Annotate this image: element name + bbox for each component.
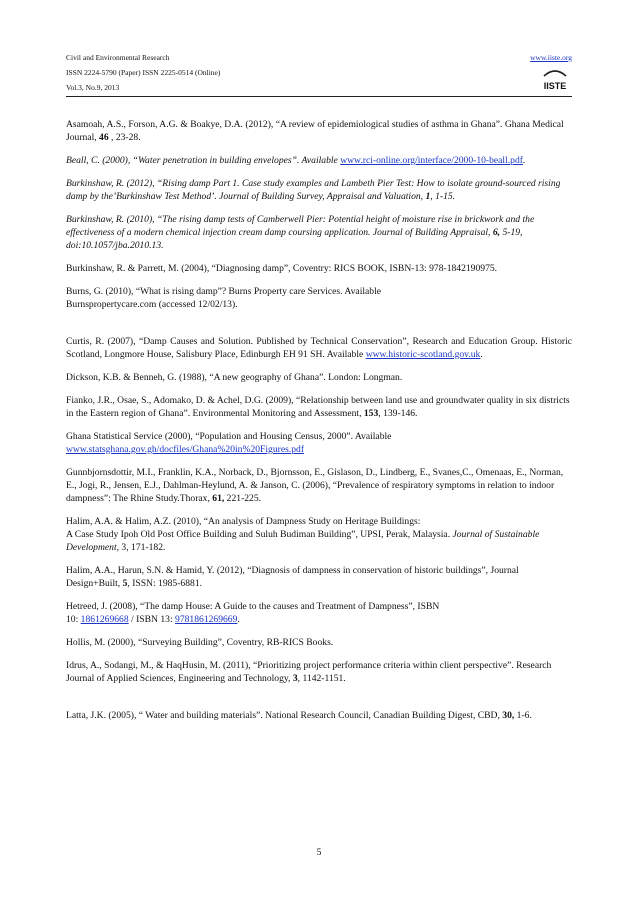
volume-line: Vol.3, No.9, 2013 [66, 83, 120, 92]
iiste-logo [540, 63, 570, 93]
reference-list [66, 118, 572, 732]
isbn10-link[interactable]: 1861269668 [80, 614, 129, 625]
journal-name: Civil and Environmental Research [66, 53, 170, 62]
issn-line: ISSN 2224-5790 (Paper) ISSN 2225-0514 (Online) [66, 68, 221, 77]
reference-ghana-statistical-2000: Ghana Statistical Service (2000), “Population and Housing Census, 2000”. Available www.statsghana.gov.gh/docfiles/Ghana%20in%20Figures.pdf [66, 431, 392, 455]
reference-burkinshaw-2012: Burkinshaw, R. (2012), “Rising damp Part 1. Case study examples and Lambeth Pier Test: How to isolate ground-sourced rising damp by the’Burkinshaw Test Method’. Journal of Building Survey, Appraisal and Valuation, 1, 1-15. [66, 178, 561, 202]
reference-beall-2000: Beall, C. (2000), “Water penetration in building envelopes”. Available www.rci-online.org/interface/2000-10-beall.pdf. [66, 155, 526, 166]
reference-latta-2005: Latta, J.K. (2005), “ Water and building materials”. National Research Council, Canadian Building Digest, CBD, 30, 1-6. [66, 710, 532, 721]
reference-halim-2012: Halim, A.A., Harun, S.N. & Hamid, Y. (2012), “Diagnosis of dampness in conservation of historic buildings”, Journal Design+Built, 5, ISSN: 1985-6881. [66, 565, 519, 589]
reference-fianko-2009: Fianko, J.R., Osae, S., Adomako, D. & Achel, D.G. (2009), “Relationship between land use and groundwater quality in six districts in the Eastern region of Ghana”. Environmental Monitoring and Assessment, 153, 139-146. [66, 395, 570, 419]
reference-hetreed-2008: Hetreed, J. (2008), “The damp House: A Guide to the causes and Treatment of Dampness”, ISBN 10: 1861269668 / ISBN 13: 9781861269669. [66, 601, 440, 625]
statsghana-link[interactable]: www.statsghana.gov.gh/docfiles/Ghana%20in%20Figures.pdf [66, 444, 305, 455]
header-rule [66, 96, 572, 97]
historic-scotland-link[interactable]: www.historic-scotland.gov.uk [365, 349, 481, 360]
reference-halim-2010: Halim, A.A. & Halim, A.Z. (2010), “An analysis of Dampness Study on Heritage Buildings: A Case Study Ipoh Old Post Office Building and Suluh Budiman Building”, UPSI, Perak, Malaysia. Journal of Sustainable Development, 3, 171-182. [66, 516, 540, 553]
isbn13-link[interactable]: 9781861269669 [175, 614, 238, 625]
reference-burns-2010: Burns, G. (2010), “What is rising damp”? Burns Property care Services. Available Burnspropertycare.com (accessed 12/02/13). [66, 286, 382, 310]
reference-curtis-2007: Curtis, R. (2007), “Damp Causes and Solution. Published by Technical Conservation”, Research and Education Group. Historic Scotland, Longmore House, Salisbury Place, Edinburgh EH 91 SH. Available www.historic-scotland.gov.uk. [66, 336, 572, 360]
page-number: 5 [316, 848, 322, 858]
reference-gunnbjornsdottir-2006: Gunnbjornsdottir, M.I., Franklin, K.A., Norback, D., Bjornsson, E., Gislason, D., Lindberg, E., Svanes,C., Omenaas, E., Norman, E., Jogi, R., Jensen, E.J., Dahlman-Heylund, A. & Janson, C. (2006), “Prevalence of respiratory symptoms in relation to indoor dampness”: The Rhine Study.Thorax, 61, 221-225. [66, 467, 564, 504]
reference-burkinshaw-2010: Burkinshaw, R. (2010), “The rising damp tests of Camberwell Pier: Potential height of moisture rise in brickwork and the effectiveness of a modern chemical injection cream damp coursing application. Journal of Building Appraisal, 6, 5-19, doi:10.1057/jba.2010.13. [66, 214, 535, 251]
logo-text: IISTE [543, 81, 567, 91]
journal-url-link[interactable]: www.iiste.org [530, 53, 572, 62]
reference-idrus-2011: Idrus, A., Sodangi, M., & HaqHusin, M. (2011), “Prioritizing project performance criteria within client perspective”. Research Journal of Applied Sciences, Engineering and Technology, 3, 1142-1151. [66, 660, 552, 684]
reference-asamoah-2012: Asamoah, A.S., Forson, A.G. & Boakye, D.A. (2012), “A review of epidemiological studies of asthma in Ghana”. Ghana Medical Journal, 46 , 23-28. [66, 119, 564, 143]
reference-burkinshaw-parrett-2004: Burkinshaw, R. & Parrett, M. (2004), “Diagnosing damp”, Coventry: RICS BOOK, ISBN-13: 978-1842190975. [66, 263, 498, 274]
reference-hollis-2000: Hollis, M. (2000), “Surveying Building”, Coventry, RB-RICS Books. [66, 637, 334, 648]
beall-link[interactable]: www.rci-online.org/interface/2000-10-beall.pdf [340, 155, 523, 166]
reference-dickson-1988: Dickson, K.B. & Benneh, G. (1988), “A new geography of Ghana”. London: Longman. [66, 372, 403, 383]
